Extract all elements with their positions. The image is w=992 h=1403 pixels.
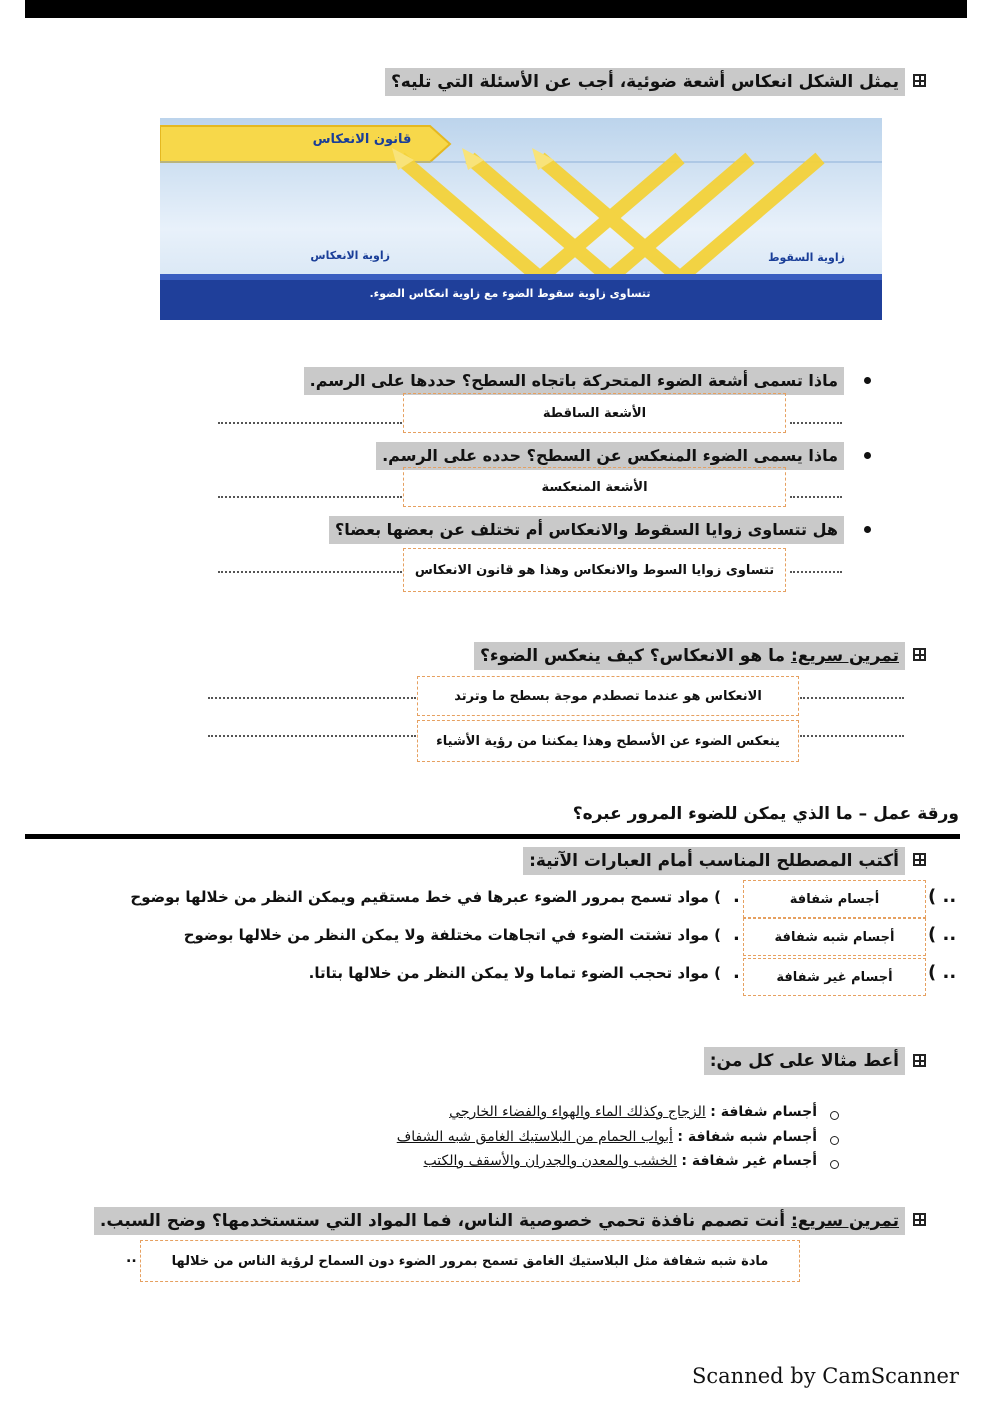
- answer-box-4[interactable]: الانعكاس هو عندما تصطدم موجة بسطح ما وترتد: [417, 676, 799, 716]
- dotted-line: [218, 422, 402, 424]
- section1-heading: يمثل الشكل انعكاس أشعة ضوئية، أجب عن الأسئلة التي تليه؟: [385, 68, 905, 96]
- term-box-2[interactable]: أجسام شبه شفافة: [743, 918, 926, 956]
- list-circle: [830, 1111, 839, 1120]
- question-2: ماذا يسمى الضوء المنعكس عن السطح؟ حدده على الرسم.: [376, 442, 844, 470]
- example-value: أبواب الحمام من البلاستيك الغامق شبه الشفاف: [396, 1129, 673, 1145]
- figure-title: قانون الانعكاس: [312, 132, 412, 147]
- section3-heading: أكتب المصطلح المناسب أمام العبارات الآتية:: [523, 847, 905, 875]
- section5-heading: [94, 1207, 905, 1235]
- bullet: [864, 526, 871, 533]
- worksheet-title: ورقة عمل – ما الذي يمكن للضوء المرور عبره؟: [572, 804, 959, 824]
- example-1: [449, 1104, 817, 1120]
- paren: ( ..: [928, 962, 957, 983]
- dotted-line: [218, 496, 402, 498]
- dotted-line: [800, 735, 904, 737]
- section2-heading: [474, 642, 905, 670]
- dotted-line: [790, 571, 842, 573]
- dotted-line: [800, 697, 904, 699]
- answer-box-6[interactable]: مادة شبه شفافة مثل البلاستيك الغامق تسمح بمرور الضوء دون السماح لرؤية الناس من خلالها: [140, 1240, 800, 1282]
- list-circle: [830, 1136, 839, 1145]
- bullet: [864, 452, 871, 459]
- figure-label-incidence: زاوية السقوط: [768, 251, 845, 264]
- statement-3: ) مواد تحجب الضوء تماما ولا يمكن النظر من خلالها بتاتا.: [308, 964, 721, 982]
- section2-question: ما هو الانعكاس؟ كيف ينعكس الضوء؟: [479, 646, 791, 666]
- exercise-label: تمرين سريع:: [790, 1211, 899, 1231]
- bullet: [864, 377, 871, 384]
- section5-question: أنت تصمم نافذة تحمي خصوصية الناس، فما المواد التي ستستخدمها؟ وضح السبب.: [99, 1211, 791, 1231]
- grid-icon: [913, 1213, 926, 1226]
- example-3: [424, 1153, 818, 1169]
- grid-icon: [913, 74, 926, 87]
- dot: .: [733, 886, 740, 907]
- dot: .: [733, 962, 740, 983]
- term-box-1[interactable]: أجسام شفافة: [743, 880, 926, 918]
- answer-box-2[interactable]: الأشعة المنعكسة: [403, 467, 786, 507]
- statement-1: ) مواد تسمح بمرور الضوء عبرها في خط مستقيم ويمكن النظر من خلالها بوضوح: [130, 888, 721, 906]
- example-term: أجسام غير شفافة :: [681, 1153, 817, 1169]
- paren: ( ..: [928, 924, 957, 945]
- figure-label-reflection: زاوية الانعكاس: [310, 249, 390, 262]
- leading-dots: ..: [126, 1250, 137, 1266]
- exercise-label: تمرين سريع:: [790, 646, 899, 666]
- term-box-3[interactable]: أجسام غير شفافة: [743, 958, 926, 996]
- figure-caption: تتساوى زاوية سقوط الضوء مع زاوية انعكاس الضوء.: [369, 287, 651, 300]
- example-term: أجسام شبه شفافة :: [677, 1129, 817, 1145]
- list-circle: [830, 1160, 839, 1169]
- dotted-line: [208, 735, 416, 737]
- question-3: هل تتساوى زوايا السقوط والانعكاس أم تختلف عن بعضها بعضا؟: [329, 516, 844, 544]
- top-black-bar: [25, 0, 967, 18]
- answer-box-3[interactable]: تتساوى زوايا السوط والانعكاس وهذا هو قانون الانعكاس: [403, 548, 786, 592]
- dotted-line: [208, 697, 416, 699]
- grid-icon: [913, 648, 926, 661]
- example-2: [397, 1129, 817, 1145]
- example-value: الزجاج وكذلك الماء والهواء والفضاء الخارجي: [449, 1104, 706, 1120]
- question-1: ماذا تسمى أشعة الضوء المتحركة باتجاه السطح؟ حددها على الرسم.: [304, 367, 844, 395]
- dot: .: [733, 924, 740, 945]
- scanner-watermark: Scanned by CamScanner: [692, 1364, 959, 1388]
- answer-box-1[interactable]: الأشعة الساقطة: [403, 393, 786, 433]
- statement-2: ) مواد تشتت الضوء في اتجاهات مختلفة ولا يمكن النظر من خلالها بوضوح: [183, 926, 721, 944]
- section4-heading: أعط مثالا على كل من:: [704, 1047, 905, 1075]
- divider: [25, 834, 960, 839]
- grid-icon: [913, 853, 926, 866]
- answer-box-5[interactable]: ينعكس الضوء عن الأسطح وهذا يمكننا من رؤية الأشياء: [417, 720, 799, 762]
- dotted-line: [218, 571, 402, 573]
- example-term: أجسام شفافة :: [710, 1104, 817, 1120]
- grid-icon: [913, 1054, 926, 1067]
- example-value: الخشب والمعدن والجدران والأسقف والكتب: [423, 1153, 677, 1169]
- dotted-line: [790, 496, 842, 498]
- paren: ( ..: [928, 886, 957, 907]
- dotted-line: [790, 422, 842, 424]
